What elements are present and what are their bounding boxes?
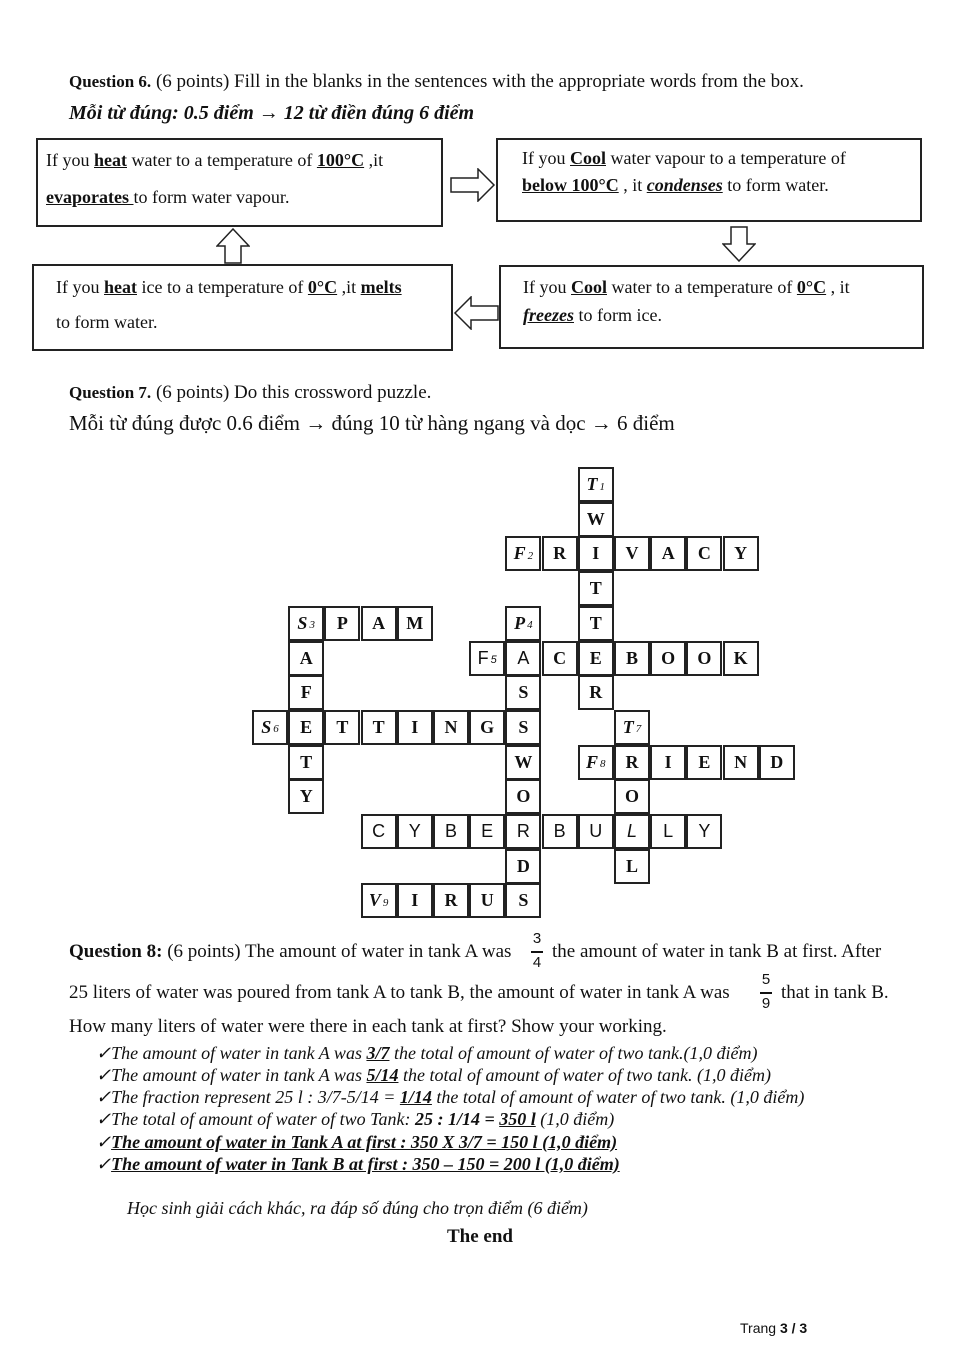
- crossword-letter: R: [553, 543, 567, 564]
- crossword-cell: [650, 536, 686, 571]
- crossword-cell: [686, 814, 722, 849]
- answer-condenses: condenses: [646, 175, 723, 195]
- crossword-cell: [505, 779, 541, 814]
- crossword-cell: [433, 710, 469, 745]
- crossword-cell: [578, 675, 614, 710]
- crossword-cell: [614, 536, 650, 571]
- crossword-letter: R: [516, 821, 530, 841]
- crossword-letter: F: [477, 647, 489, 668]
- crossword-cell: [324, 606, 360, 641]
- arrow-up-icon: [216, 228, 250, 264]
- crossword-cell: [288, 779, 324, 814]
- crossword-letter: N: [444, 716, 458, 737]
- crossword-cell: [614, 814, 650, 849]
- page-footer: Trang 3 / 3: [740, 1320, 808, 1336]
- answer-freezes: freezes: [523, 305, 574, 325]
- crossword-cell: [288, 710, 324, 745]
- crossword-cell: [505, 745, 541, 780]
- the-end: The end: [447, 1226, 513, 1247]
- crossword-letter: R: [625, 751, 639, 772]
- crossword-cell: [686, 536, 722, 571]
- crossword-letter: T: [300, 751, 313, 772]
- check-icon: ✓: [96, 1043, 112, 1063]
- page-number: 3 / 3: [779, 1320, 808, 1336]
- answer-line-6: ✓The amount of water in Tank B at first : 350 – 150 = 200 l (1,0 điểm): [96, 1154, 620, 1174]
- arrow-down-icon: [722, 226, 756, 262]
- arrow-right-icon: [450, 168, 496, 202]
- answer-cool-2: Cool: [571, 277, 607, 297]
- crossword-cell: [723, 745, 759, 780]
- crossword-cell: [397, 814, 433, 849]
- crossword-cell: [614, 710, 650, 745]
- crossword-letter: Y: [734, 543, 748, 564]
- q8-line1: Question 8: (6 points) The amount of water in tank A was: [69, 941, 512, 962]
- crossword-letter: L: [625, 855, 638, 876]
- grading-note: Học sinh giải cách khác, ra đáp số đúng cho trọn điểm (6 điểm): [127, 1198, 588, 1218]
- crossword-letter: Y: [299, 786, 313, 807]
- crossword-letter: F: [513, 543, 526, 564]
- crossword-letter: T: [372, 716, 385, 737]
- crossword-cell: [614, 849, 650, 884]
- crossword-letter: G: [480, 716, 495, 737]
- crossword-cell: [361, 710, 397, 745]
- crossword-cell: [614, 779, 650, 814]
- crossword-cell: [433, 814, 469, 849]
- crossword-letter: A: [517, 647, 530, 668]
- crossword-letter: Y: [698, 821, 711, 841]
- crossword-letter: K: [733, 647, 748, 668]
- crossword-cell: [505, 606, 541, 641]
- check-icon: ✓: [96, 1065, 112, 1085]
- crossword-cell: [723, 536, 759, 571]
- check-icon: ✓: [96, 1087, 112, 1107]
- crossword-cell: [397, 606, 433, 641]
- crossword-cell: [578, 536, 614, 571]
- crossword-letter: P: [336, 612, 348, 633]
- crossword-cell: [288, 606, 324, 641]
- crossword-clue-number: 4: [527, 619, 533, 632]
- crossword-cell: [469, 883, 505, 918]
- crossword-clue-number: 9: [382, 896, 389, 909]
- crossword-letter: V: [368, 890, 381, 911]
- crossword-letter: N: [734, 751, 748, 772]
- crossword-cell: [361, 883, 397, 918]
- answer-0c: 0°C: [307, 277, 338, 297]
- crossword-letter: D: [516, 855, 530, 876]
- crossword-letter: C: [372, 821, 386, 841]
- check-icon: ✓: [96, 1109, 112, 1129]
- answer-evaporates: evaporates: [46, 187, 134, 207]
- crossword-letter: C: [697, 543, 711, 564]
- crossword-cell: [578, 745, 614, 780]
- crossword-cell: [505, 849, 541, 884]
- answer-melts: melts: [360, 277, 402, 297]
- crossword-letter: A: [299, 647, 313, 668]
- crossword-letter: O: [516, 786, 531, 807]
- crossword-cell: [578, 467, 614, 502]
- crossword-letter: S: [261, 716, 272, 737]
- answer-below-100c: below 100°C: [522, 175, 619, 195]
- crossword-clue-number: 7: [635, 723, 642, 736]
- crossword-letter: U: [589, 821, 603, 841]
- crossword-clue-number: 6: [273, 723, 279, 736]
- answer-line-4: ✓The total of amount of water of two Tank: 25 : 1/14 = 350 l (1,0 điểm): [96, 1109, 615, 1129]
- q6-box-heat-ice: If you heat ice to a temperature of 0°C ,it melts to form water.: [32, 264, 453, 351]
- crossword-letter: S: [518, 890, 529, 911]
- crossword-cell: [505, 883, 541, 918]
- crossword-clue-number: 2: [527, 549, 534, 562]
- crossword-letter: T: [589, 612, 602, 633]
- q8-label: Question 8:: [69, 941, 163, 962]
- crossword-letter: R: [444, 890, 458, 911]
- crossword-letter: E: [698, 751, 711, 772]
- crossword-letter: O: [624, 786, 639, 807]
- crossword-letter: R: [589, 682, 603, 703]
- q6-box-heat-water: If you heat water to a temperature of 100°C ,it evaporates to form water vapour.: [36, 138, 443, 227]
- crossword-cell: [397, 883, 433, 918]
- crossword-cell: [578, 641, 614, 676]
- fraction-3-4: 3 4: [532, 930, 542, 971]
- arrow-left-icon: [453, 296, 499, 330]
- crossword-cell: [324, 710, 360, 745]
- answer-line-3: ✓The fraction represent 25 l : 3/7-5/14 = 1/14 the total of amount of water of two tank. (1,0 điểm): [96, 1087, 805, 1107]
- crossword-letter: S: [518, 716, 529, 737]
- crossword-cell: [469, 641, 505, 676]
- answer-0c-2: 0°C: [796, 277, 827, 297]
- crossword-cell: [361, 814, 397, 849]
- answer-line-5: ✓The amount of water in Tank A at first : 350 X 3/7 = 150 l (1,0 điểm): [96, 1132, 618, 1152]
- crossword-cell: [288, 675, 324, 710]
- crossword-letter: F: [300, 682, 312, 703]
- crossword-letter: E: [481, 821, 494, 841]
- crossword-letter: B: [444, 821, 457, 841]
- answer-line-1: ✓The amount of water in tank A was 3/7 the total of amount of water of two tank.(1,0 điểm): [96, 1043, 758, 1063]
- crossword-cell: [505, 641, 541, 676]
- crossword-cell: [650, 814, 686, 849]
- crossword-clue-number: 5: [490, 654, 497, 666]
- crossword-letter: T: [336, 716, 349, 737]
- crossword-letter: T: [586, 474, 598, 494]
- crossword-cell: [759, 745, 795, 780]
- crossword-cell: [542, 536, 578, 571]
- crossword-cell: [578, 606, 614, 641]
- q6-box-cool-vapour: If you Cool water vapour to a temperature of below 100°C , it condenses to form water.: [496, 138, 922, 222]
- crossword-cell: [614, 641, 650, 676]
- crossword-letter: I: [664, 751, 672, 772]
- crossword-letter: S: [297, 612, 308, 633]
- answer-heat: heat: [94, 150, 127, 170]
- crossword-letter: E: [589, 647, 602, 668]
- crossword-letter: O: [661, 647, 676, 668]
- check-icon: ✓: [96, 1132, 112, 1152]
- crossword-cell: [614, 745, 650, 780]
- q7-text: (6 points) Do this crossword puzzle.: [151, 382, 432, 403]
- q6-box-cool-water: If you Cool water to a temperature of 0°C , it freezes to form ice.: [499, 265, 924, 349]
- crossword-letter: T: [589, 578, 602, 599]
- crossword-cell: [505, 536, 541, 571]
- crossword-letter: C: [553, 647, 567, 668]
- crossword-cell: [469, 814, 505, 849]
- q6-heading: [69, 70, 804, 94]
- crossword-letter: B: [553, 821, 566, 841]
- crossword-cell: [650, 641, 686, 676]
- q7-heading: [69, 381, 431, 405]
- crossword-cell: [578, 571, 614, 606]
- crossword-letter: V: [625, 543, 639, 564]
- crossword-cell: [542, 641, 578, 676]
- crossword-letter: I: [411, 716, 419, 737]
- crossword-letter: D: [770, 751, 784, 772]
- crossword-cell: [505, 814, 541, 849]
- fraction-5-9: 5 9: [761, 971, 771, 1012]
- crossword-cell: [686, 641, 722, 676]
- crossword-cell: [542, 814, 578, 849]
- crossword-cell: [650, 745, 686, 780]
- crossword-letter: I: [592, 543, 600, 564]
- q6-text: (6 points) Fill in the blanks in the sentences with the appropriate words from the box.: [151, 71, 804, 92]
- q7-label: Question 7.: [69, 383, 152, 402]
- crossword-letter: E: [300, 716, 313, 737]
- crossword-cell: [397, 710, 433, 745]
- crossword-cell: [505, 675, 541, 710]
- crossword-clue-number: 3: [309, 619, 315, 632]
- crossword-cell: [686, 745, 722, 780]
- crossword-letter: P: [514, 612, 526, 633]
- crossword-letter: A: [661, 543, 675, 564]
- crossword-letter: L: [663, 821, 674, 841]
- crossword-cell: [578, 502, 614, 537]
- crossword-cell: [578, 814, 614, 849]
- crossword-letter: O: [697, 647, 712, 668]
- crossword-cell: [469, 710, 505, 745]
- crossword-cell: [505, 710, 541, 745]
- crossword-letter: I: [411, 890, 419, 911]
- q6-label: Question 6.: [69, 72, 152, 91]
- crossword-cell: [288, 745, 324, 780]
- crossword-letter: M: [406, 612, 424, 633]
- crossword-letter: W: [514, 751, 533, 772]
- crossword-letter: W: [586, 508, 605, 529]
- crossword-letter: U: [480, 890, 494, 911]
- check-icon: ✓: [96, 1154, 112, 1174]
- crossword-letter: F: [586, 751, 599, 772]
- q7-score: Mỗi từ đúng được 0.6 điểm → đúng 10 từ hàng ngang và dọc → 6 điểm: [69, 411, 675, 435]
- crossword-cell: [252, 710, 288, 745]
- q6-score: Mỗi từ đúng: 0.5 điểm → 12 từ điền đúng 6 điểm: [69, 102, 475, 124]
- crossword-cell: [288, 641, 324, 676]
- crossword-cell: [723, 641, 759, 676]
- crossword-letter: B: [625, 647, 638, 668]
- crossword-clue-number: 8: [600, 758, 606, 771]
- crossword-clue-number: 1: [599, 480, 606, 493]
- answer-100c: 100°C: [316, 150, 365, 170]
- crossword-letter: L: [626, 821, 637, 841]
- q8-question: How many liters of water were there in each tank at first? Show your working.: [69, 1016, 667, 1037]
- crossword-letter: A: [372, 612, 386, 633]
- crossword-cell: [361, 606, 397, 641]
- answer-cool: Cool: [570, 148, 606, 168]
- answer-heat-2: heat: [104, 277, 137, 297]
- answer-line-2: ✓The amount of water in tank A was 5/14 the total of amount of water of two tank. (1,0 điểm): [96, 1065, 771, 1085]
- crossword-letter: Y: [408, 821, 421, 841]
- crossword-letter: S: [518, 682, 529, 703]
- crossword-cell: [433, 883, 469, 918]
- crossword-letter: T: [622, 716, 634, 737]
